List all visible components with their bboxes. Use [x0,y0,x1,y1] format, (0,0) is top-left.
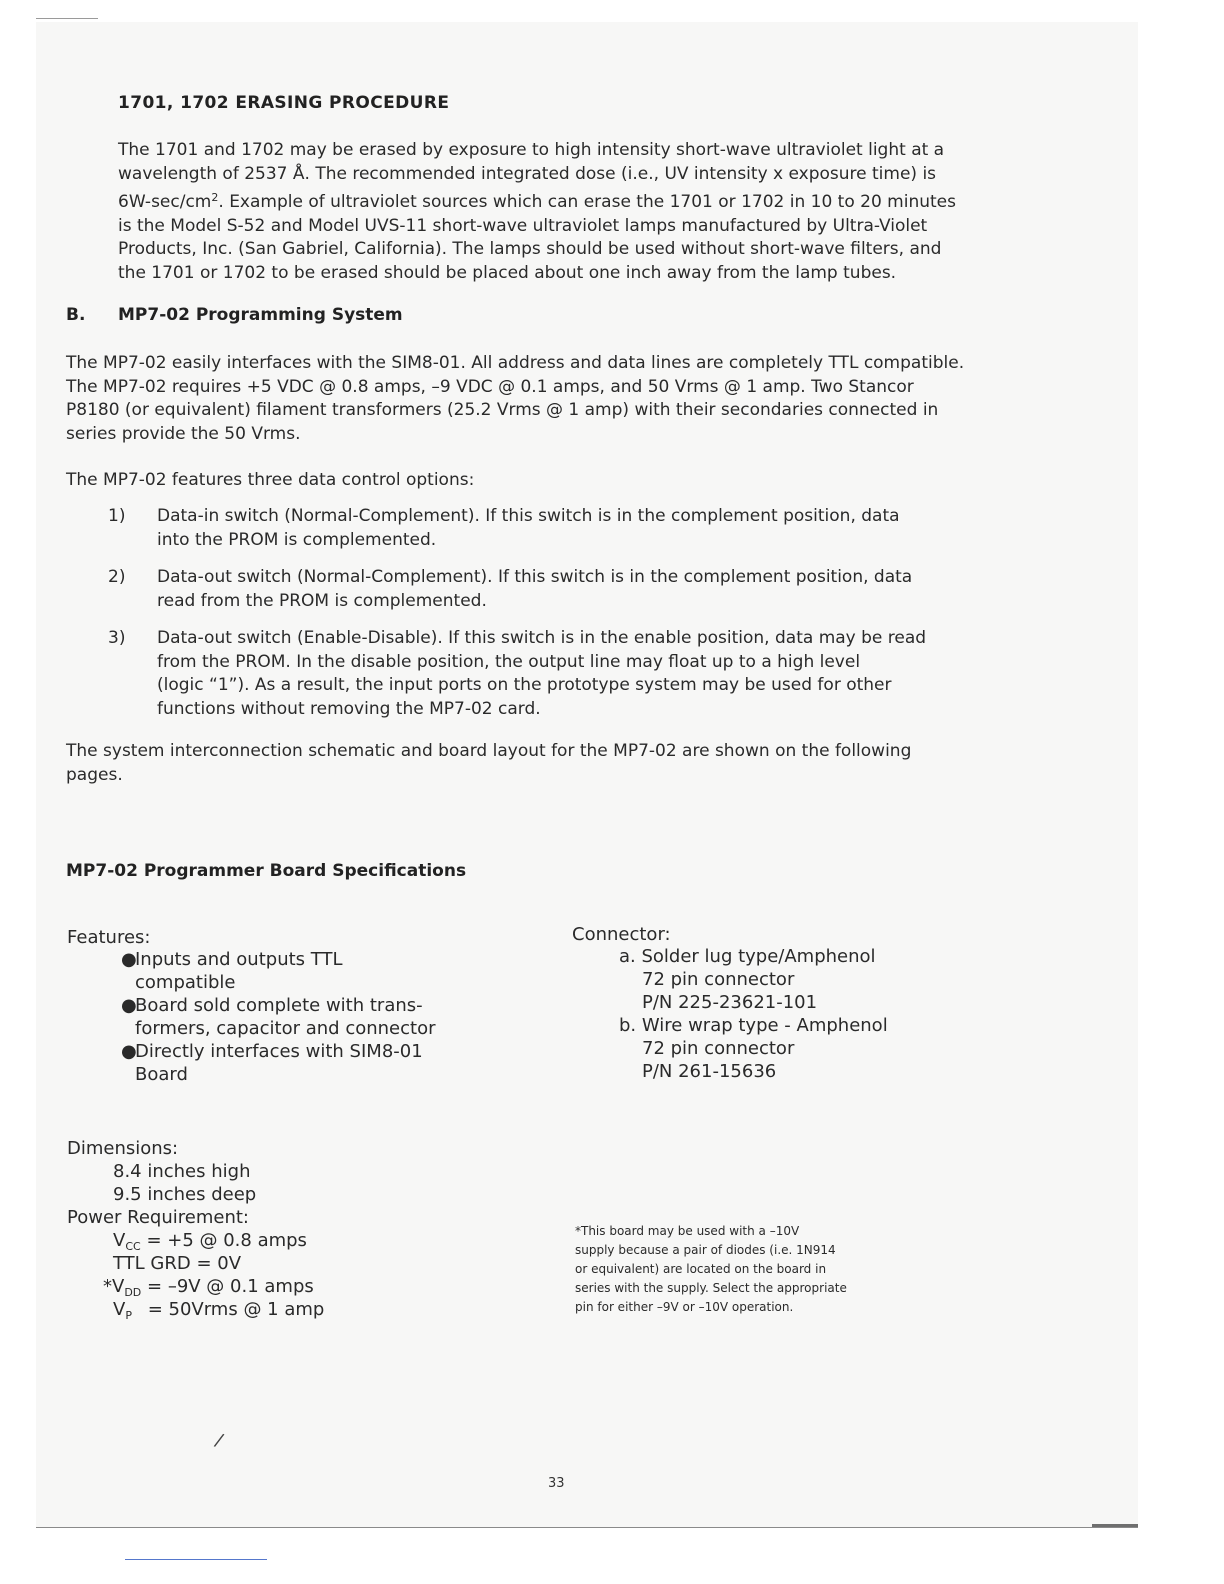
connector-item-a [619,945,888,1083]
top-rule [36,18,98,19]
vcc-value: = +5 @ 0.8 amps [146,1230,307,1251]
connector-line: P/N 261-15636 [642,1061,777,1082]
vcc-symbol: V [113,1230,126,1251]
feature-item [121,1040,515,1086]
bottom-rule-accent [1092,1524,1138,1527]
erasing-line: wavelength of 2537 Å. The recommended integrated dose (i.e., UV intensity x exposure time) is [118,163,937,184]
footnote-line: or equivalent) are located on the board in [575,1262,827,1276]
vcc-subscript: CC [125,1240,141,1253]
erasing-line-text: Example of ultraviolet sources which can erase the 1701 or 1702 in 10 to 20 minutes [229,192,956,212]
section-title: MP7-02 Programming System [118,305,403,325]
vdd-subscript: DD [124,1286,142,1299]
option-line: Data-out switch (Enable-Disable). If this switch is in the enable position, data may be read [157,628,927,648]
erasing-line: is the Model S-52 and Model UVS-11 short-wave ultraviolet lamps manufactured by Ultra-Violet [118,215,928,236]
connector-line: 72 pin connector [642,969,795,990]
power-label: Power Requirement: [67,1207,249,1228]
feature-line: Inputs and outputs TTL [135,949,343,970]
section-letter: B. [66,305,86,325]
erasing-title: 1701, 1702 ERASING PROCEDURE [118,93,450,113]
feature-item [121,994,515,1040]
option-line: from the PROM. In the disable position, the output line may float up to a high level [157,651,861,672]
paragraph-line: The MP7-02 requires +5 VDC @ 0.8 amps, –9 VDC @ 0.1 amps, and 50 Vrms @ 1 amp. Two Stancor [66,376,914,397]
paragraph-line: The MP7-02 easily interfaces with the SIM8-01. All address and data lines are completely TTL compatible. [66,353,965,373]
erasing-paragraph [118,139,1068,285]
vp-symbol: V [113,1299,126,1320]
bullet-icon: ● [121,1041,137,1062]
feature-line: Directly interfaces with SIM8-01 [135,1041,423,1062]
footnote-line: pin for either –9V or –10V operation. [575,1300,794,1314]
vdd-symbol: V [112,1276,125,1297]
power-ttl: TTL GRD = 0V [113,1253,242,1274]
dimension-line: 8.4 inches high [113,1161,251,1182]
closing-line: The system interconnection schematic and board layout for the MP7-02 are shown on the following [66,741,912,761]
erasing-line: the 1701 or 1702 to be erased should be placed about one inch away from the lamp tubes. [118,262,897,283]
connector-line: a. Solder lug type/Amphenol [619,946,876,967]
connector-line: P/N 225-23621-101 [642,992,818,1013]
erasing-line [118,186,1068,215]
dimensions-list [113,1160,256,1206]
underline-mark [125,1559,267,1560]
power-vp [113,1298,324,1327]
footnote-line: supply because a pair of diodes (i.e. 1N914 [575,1243,836,1257]
footnote [575,1222,915,1317]
closing-line: pages. [66,764,123,785]
option-number: 1) [108,506,126,526]
connector-line: b. Wire wrap type - Amphenol [619,1015,888,1036]
bottom-rule [36,1527,1138,1528]
features-list [121,948,515,1086]
section-paragraph [66,352,1076,446]
option-text [157,627,1037,721]
options-intro: The MP7-02 features three data control options: [66,470,475,490]
vdd-star: * [103,1276,112,1297]
option-text [157,566,1037,613]
vp-subscript: P [125,1309,132,1322]
vdd-value: = –9V @ 0.1 amps [147,1276,314,1297]
specs-title: MP7-02 Programmer Board Specifications [66,861,467,881]
option-line: into the PROM is complemented. [157,529,437,550]
paragraph-line: P8180 (or equivalent) filament transformers (25.2 Vrms @ 1 amp) with their secondaries connected in [66,400,939,420]
stray-mark: / [212,1429,226,1452]
feature-item [121,948,515,994]
option-line: read from the PROM is complemented. [157,590,487,611]
dimensions-label: Dimensions: [67,1138,179,1159]
feature-line: formers, capacitor and connector [135,1018,436,1039]
feature-line: Board sold complete with trans- [135,995,423,1016]
erasing-line: Products, Inc. (San Gabriel, California). The lamps should be used without short-wave filters, and [118,239,942,259]
dose-exponent: 2 [211,191,219,204]
dose-value: 6W-sec/cm [118,192,212,212]
feature-line: compatible [135,972,236,993]
bullet-icon: ● [121,995,137,1016]
footnote-line: *This board may be used with a –10V [575,1224,800,1238]
paragraph-line: series provide the 50 Vrms. [66,423,301,444]
feature-line: Board [135,1064,188,1085]
vp-value: = 50Vrms @ 1 amp [147,1299,325,1320]
connector-line: 72 pin connector [642,1038,795,1059]
option-text [157,505,1037,552]
dimension-line: 9.5 inches deep [113,1184,257,1205]
option-number: 3) [108,628,126,648]
option-line: Data-in switch (Normal-Complement). If this switch is in the complement position, data [157,506,900,526]
features-label: Features: [67,927,151,948]
page-number: 33 [548,1476,565,1491]
option-line: Data-out switch (Normal-Complement). If this switch is in the complement position, data [157,567,913,587]
option-number: 2) [108,567,126,587]
option-line: (logic “1”). As a result, the input ports on the prototype system may be used for other [157,675,892,695]
connector-label: Connector: [572,924,671,945]
footnote-line: series with the supply. Select the appropriate [575,1281,847,1295]
option-line: functions without removing the MP7-02 card. [157,698,541,719]
dose-period: . [218,192,224,212]
erasing-line: The 1701 and 1702 may be erased by exposure to high intensity short-wave ultraviolet light at a [118,140,945,160]
closing-paragraph [66,740,1046,787]
bullet-icon: ● [121,949,137,970]
